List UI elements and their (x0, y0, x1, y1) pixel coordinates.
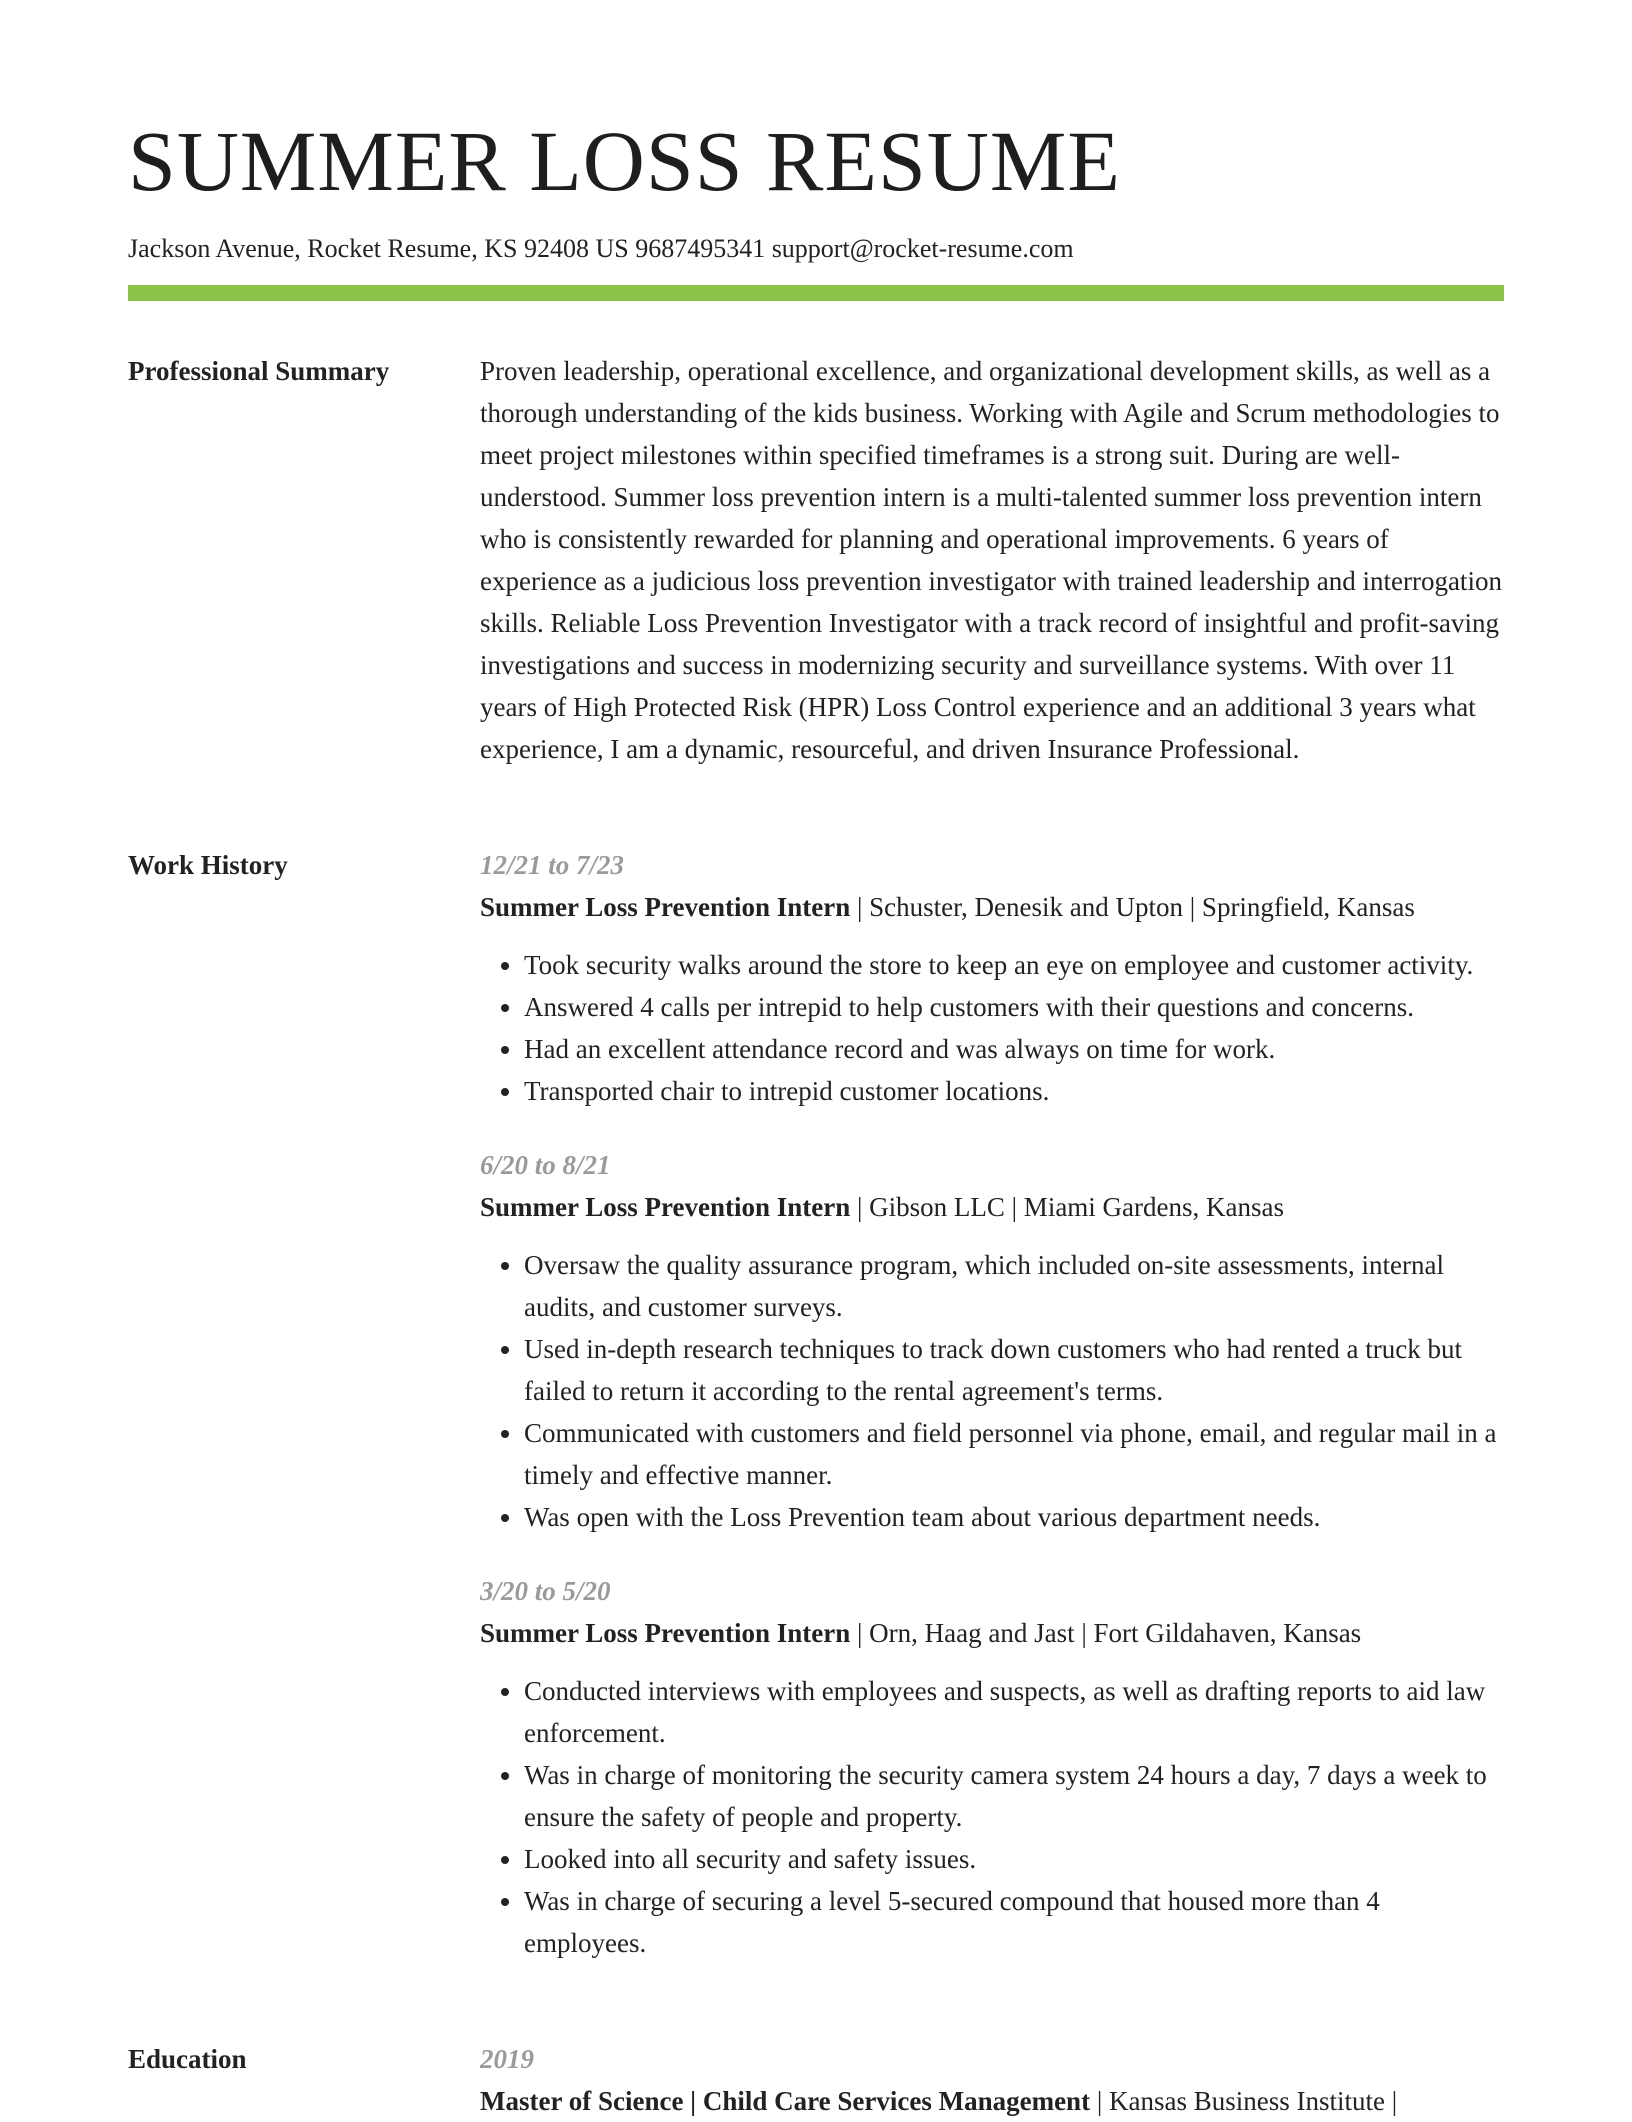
job-title-line (480, 1612, 1504, 1654)
job-title-line (480, 886, 1504, 928)
resume-name: SUMMER LOSS RESUME (128, 113, 1121, 209)
job-bullet: • Oversaw the quality assurance program, which included on-site assessments, internal audits, and customer surveys. (524, 1244, 1504, 1328)
job-bullets (480, 1244, 1504, 1538)
job-bullet: • Used in-depth research techniques to track down customers who had rented a truck but failed to return it according to the rental agreement's terms. (524, 1328, 1504, 1412)
job-bullet: • Took security walks around the store to keep an eye on employee and customer activity. (524, 944, 1504, 986)
job-bullet: • Was in charge of monitoring the security camera system 24 hours a day, 7 days a week to ensure the safety of people and property. (524, 1754, 1504, 1838)
section-title-education: Education (128, 2044, 247, 2074)
job-entry (480, 1144, 1504, 1538)
job-details: | Orn, Haag and Jast | Fort Gildahaven, Kansas (850, 1618, 1362, 1648)
education-year: 2019 (480, 2044, 534, 2074)
job-role: Summer Loss Prevention Intern (480, 1192, 851, 1222)
job-dates: 3/20 to 5/20 (480, 1576, 611, 1606)
job-bullet: • Was open with the Loss Prevention team about various department needs. (524, 1496, 1504, 1538)
job-dates: 12/21 to 7/23 (480, 850, 625, 880)
summary-block (480, 350, 1504, 770)
job-bullet: • Transported chair to intrepid customer locations. (524, 1070, 1504, 1112)
contact-line: Jackson Avenue, Rocket Resume, KS 92408 US 9687495341 support@rocket-resume.com (128, 234, 1074, 263)
job-dates: 6/20 to 8/21 (480, 1150, 611, 1180)
job-role: Summer Loss Prevention Intern (480, 892, 851, 922)
job-bullet: • Conducted interviews with employees and suspects, as well as drafting reports to aid law enforcement. (524, 1670, 1504, 1754)
job-bullet: • Looked into all security and safety issues. (524, 1838, 1504, 1880)
education-block (480, 2038, 1504, 2122)
job-entry (480, 1570, 1504, 1964)
job-title-line (480, 1186, 1504, 1228)
job-role: Summer Loss Prevention Intern (480, 1618, 851, 1648)
job-bullet: • Communicated with customers and field personnel via phone, email, and regular mail in a timely and effective manner. (524, 1412, 1504, 1496)
accent-divider (128, 285, 1504, 301)
education-degree: Master of Science | Child Care Services Management (480, 2086, 1091, 2116)
work-history-list (480, 844, 1504, 1964)
job-bullet: • Was in charge of securing a level 5-secured compound that housed more than 4 employees. (524, 1880, 1504, 1964)
section-title-summary: Professional Summary (128, 356, 390, 386)
job-bullets (480, 944, 1504, 1112)
job-entry (480, 844, 1504, 1112)
summary-text: Proven leadership, operational excellence, and organizational development skills, as well as a thorough understanding of the kids business. Working with Agile and Scrum methodologies to meet project milestones within specified timeframes is a strong suit. During are well-understood. Summer loss prevention intern is a multi-talented summer loss prevention intern who is consistently rewarded for planning and operational improvements. 6 years of experience as a judicious loss prevention investigator with trained leadership and interrogation skills. Reliable Loss Prevention Investigator with a track record of insightful and profit-saving investigations and success in modernizing security and surveillance systems. With over 11 years of High Protected Risk (HPR) Loss Control experience and an additional 3 years what experience, I am a dynamic, resourceful, and driven Insurance Professional. (480, 356, 1502, 764)
education-details: | Kansas Business Institute | (1090, 2086, 1398, 2116)
job-details: | Schuster, Denesik and Upton | Springfield, Kansas (850, 892, 1415, 922)
job-bullets (480, 1670, 1504, 1964)
section-title-work-history: Work History (128, 850, 288, 880)
education-line (480, 2080, 1504, 2122)
job-details: | Gibson LLC | Miami Gardens, Kansas (850, 1192, 1285, 1222)
job-bullet: • Had an excellent attendance record and was always on time for work. (524, 1028, 1504, 1070)
job-bullet: • Answered 4 calls per intrepid to help customers with their questions and concerns. (524, 986, 1504, 1028)
